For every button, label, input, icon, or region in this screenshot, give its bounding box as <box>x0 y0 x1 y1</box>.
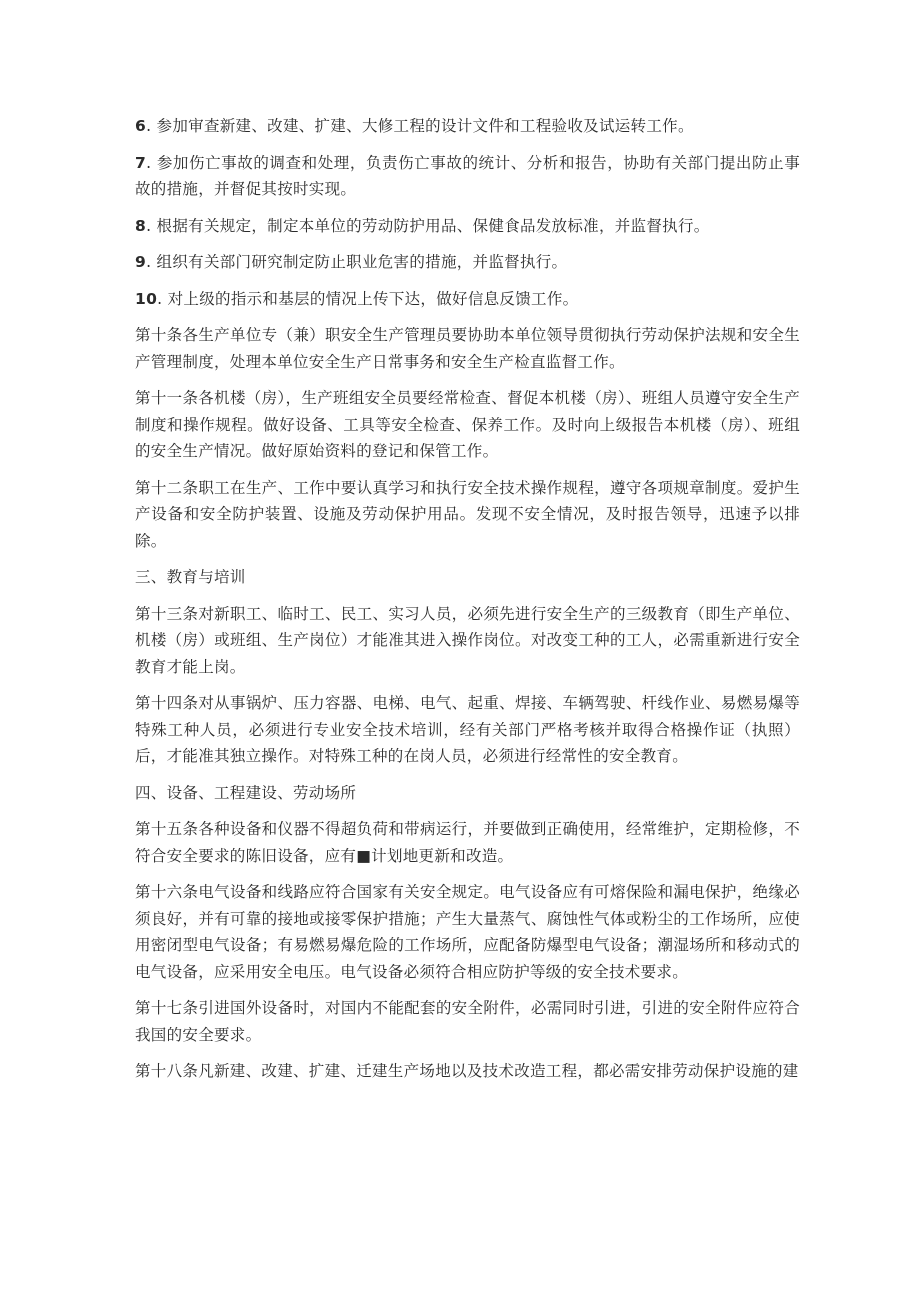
article-17: 第十七条引进国外设备时，对国内不能配套的安全附件，必需同时引进，引进的安全附件应符合我国的安全要求。 <box>135 999 800 1044</box>
article-11: 第十一条各机楼（房），生产班组安全员要经常检查、督促本机楼（房）、班组人员遵守安全生产制度和操作规程。做好设备、工具等安全检查、保养工作。及时向上级报告本机楼（房）、班组的安全生产情况。做好原始资料的登记和保管工作。 <box>135 389 800 460</box>
section-heading-education: 三、教育与培训 <box>135 568 246 586</box>
article-15: 第十五条各种设备和仪器不得超负荷和带病运行，并要做到正确使用，经常维护，定期检修，不符合安全要求的陈旧设备，应有■计划地更新和改造。 <box>135 820 800 865</box>
article-18: 第十八条凡新建、改建、扩建、迁建生产场地以及技术改造工程，都必需安排劳动保护设施的建 <box>135 1062 799 1080</box>
list-item-10 <box>135 286 800 313</box>
item-text: . 参加审查新建、改建、扩建、大修工程的设计文件和工程验收及试运转工作。 <box>146 117 694 135</box>
article-12: 第十二条职工在生产、工作中要认真学习和执行安全技术操作规程，遵守各项规章制度。爱护生产设备和安全防护装置、设施及劳动保护用品。发现不安全情况，及时报告领导，迅速予以排除。 <box>135 478 800 550</box>
list-item-8 <box>135 213 800 240</box>
item-text: . 根据有关规定，制定本单位的劳动防护用品、保健食品发放标准，并监督执行。 <box>146 216 710 235</box>
item-text: . 对上级的指示和基层的情况上传下达，做好信息反馈工作。 <box>157 289 579 308</box>
article-16: 第十六条电气设备和线路应符合国家有关安全规定。电气设备应有可熔保险和漏电保护，绝缘必须良好，并有可靠的接地或接零保护措施；产生大量蒸气、腐蚀性气体或粉尘的工作场所，应使用密闭型电气设备；有易燃易爆危险的工作场所，应配备防爆型电气设备；潮湿场所和移动式的电气设备，应采用安全电压。电气设备必须符合相应防护等级的安全技术要求。 <box>135 883 800 981</box>
section-heading-equipment: 四、设备、工程建设、劳动场所 <box>135 783 357 802</box>
item-number: 9 <box>135 253 147 271</box>
item-text: . 组织有关部门研究制定防止职业危害的措施，并监督执行。 <box>146 253 568 271</box>
item-number: 8 <box>135 216 147 235</box>
item-number: 10 <box>135 289 158 308</box>
article-13: 第十三条对新职工、临时工、民工、实习人员，必须先进行安全生产的三级教育（即生产单位、机楼（房）或班组、生产岗位）才能准其进入操作岗位。对改变工种的工人，必需重新进行安全教育才能上岗。 <box>135 604 800 676</box>
item-number: 7 <box>135 153 147 172</box>
list-item-6 <box>135 113 800 140</box>
article-14: 第十四条对从事锅炉、压力容器、电梯、电气、起重、焊接、车辆驾驶、杆线作业、易燃易爆等特殊工种人员，必须进行专业安全技术培训，经有关部门严格考核并取得合格操作证（执照）后，才能准其独立操作。对特殊工种的在岗人员，必须进行经常性的安全教育。 <box>135 694 800 765</box>
item-text: . 参加伤亡事故的调查和处理，负责伤亡事故的统计、分析和报告，协助有关部门提出防止事故的措施，并督促其按时实现。 <box>135 153 800 198</box>
list-item-9 <box>135 249 800 276</box>
item-number: 6 <box>135 117 147 135</box>
document-page <box>135 113 800 1095</box>
list-item-7 <box>135 150 800 203</box>
article-10: 第十条各生产单位专（兼）职安全生产管理员要协助本单位领导贯彻执行劳动保护法规和安全生产管理制度，处理本单位安全生产日常事务和安全生产检直监督工作。 <box>135 326 800 371</box>
